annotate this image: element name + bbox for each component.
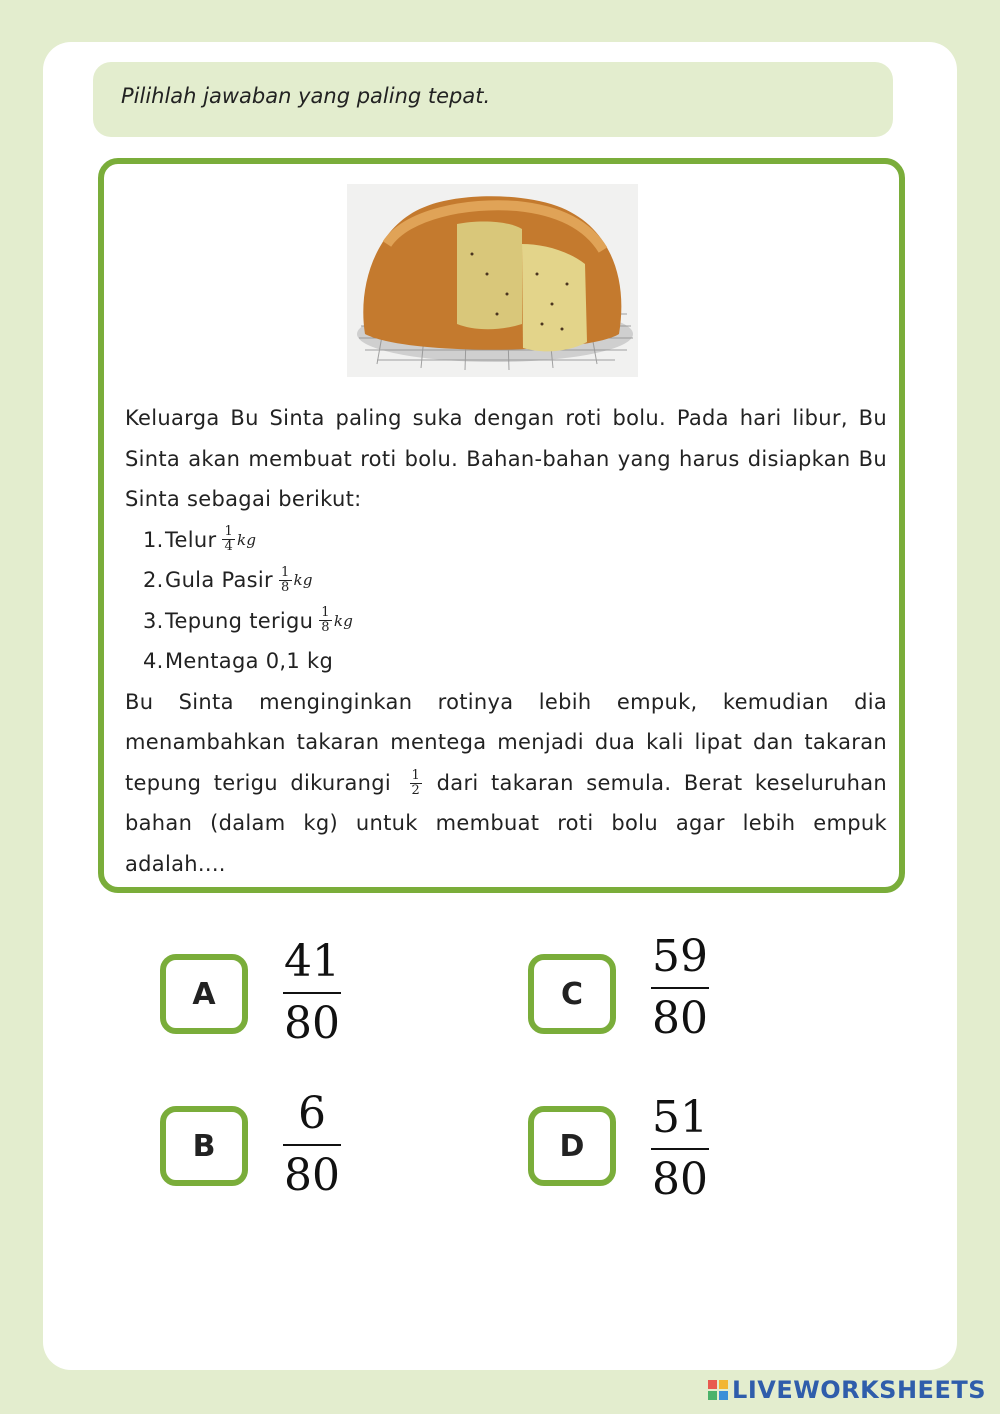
ingredient-fraction	[319, 606, 332, 635]
answer-denominator: 80	[284, 1150, 340, 1201]
ingredient-fraction	[279, 566, 292, 595]
answer-numerator: 59	[651, 933, 709, 989]
ingredient-number: 1.	[143, 527, 164, 552]
option-letter: D	[559, 1128, 585, 1164]
ingredient-unit: kg	[333, 611, 354, 630]
fraction-numerator: 1	[280, 564, 290, 580]
answer-denominator: 80	[652, 993, 708, 1044]
ingredient-unit: kg	[237, 530, 257, 549]
ingredient-number: 4.	[143, 649, 164, 673]
option-c-button[interactable]	[528, 954, 616, 1034]
option-a-answer	[277, 938, 347, 1048]
fraction-numerator: 1	[321, 605, 330, 621]
answer-denominator: 80	[284, 998, 340, 1049]
ingredient-number: 3.	[143, 608, 164, 633]
ingredient-name: Telur	[165, 527, 217, 552]
option-letter: C	[560, 976, 584, 1012]
logo-icon	[708, 1380, 728, 1400]
fraction-denominator: 2	[411, 783, 421, 798]
option-letter: B	[192, 1128, 216, 1164]
ingredient-item	[125, 560, 887, 601]
fraction-denominator: 8	[321, 620, 330, 636]
ingredient-item	[125, 601, 887, 642]
ingredient-name: Gula Pasir	[165, 568, 273, 592]
answer-numerator: 41	[283, 938, 341, 994]
fraction-denominator: 8	[280, 579, 290, 595]
question-intro: Keluarga Bu Sinta paling suka dengan roti bolu. Pada hari libur, Bu Sinta akan membuat roti bolu. Bahan-bahan yang harus disiapkan Bu Sinta sebagai berikut:	[125, 406, 887, 511]
option-d-button[interactable]	[528, 1106, 616, 1186]
option-b-answer	[277, 1090, 347, 1200]
question-body	[125, 682, 887, 885]
question-body-start: Bu Sinta menginginkan rotinya lebih empuk, kemudian dia menambahkan takaran mentega menjadi dua kali lipat dan takaran tepung terigu dikurangi	[125, 689, 887, 795]
ingredient-name: Mentaga 0,1 kg	[165, 649, 334, 673]
ingredient-fraction	[222, 525, 235, 554]
option-d-answer	[645, 1094, 715, 1204]
instruction-text: Pilihlah jawaban yang paling tepat.	[121, 84, 491, 108]
option-b-button[interactable]	[160, 1106, 248, 1186]
logo-text: LIVEWORKSHEETS	[732, 1376, 986, 1404]
option-letter: A	[192, 976, 216, 1012]
question-body-end: dari takaran semula. Berat keseluruhan bahan (dalam kg) untuk membuat roti bolu agar lebih empuk adalah....	[125, 770, 887, 876]
ingredient-item	[125, 520, 887, 561]
option-c-answer	[645, 933, 715, 1043]
cake-image	[347, 184, 638, 377]
half-fraction	[410, 769, 423, 798]
answer-numerator: 6	[283, 1090, 341, 1146]
fraction-numerator: 1	[411, 768, 421, 783]
instruction-banner	[93, 62, 893, 137]
ingredient-list	[125, 520, 887, 682]
ingredient-name: Tepung terigu	[165, 608, 314, 633]
ingredient-item	[125, 641, 887, 682]
fraction-numerator: 1	[224, 524, 234, 540]
ingredient-unit: kg	[293, 571, 313, 589]
question-text	[125, 398, 887, 884]
answer-denominator: 80	[652, 1154, 708, 1205]
option-a-button[interactable]	[160, 954, 248, 1034]
liveworksheets-logo	[708, 1376, 986, 1404]
ingredient-number: 2.	[143, 568, 164, 592]
answer-numerator: 51	[651, 1094, 709, 1150]
fraction-denominator: 4	[224, 539, 234, 555]
